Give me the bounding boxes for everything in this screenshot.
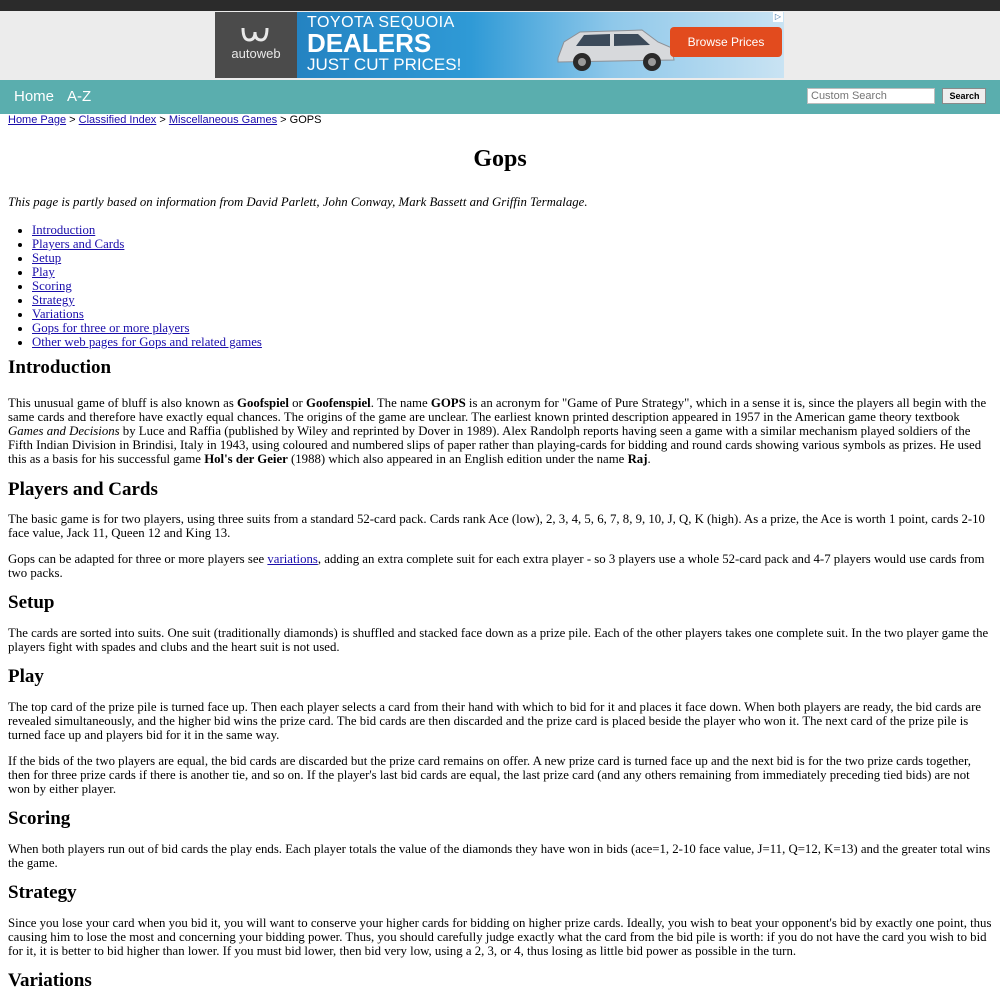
search-box (807, 88, 986, 106)
section-heading-scoring: Scoring (8, 808, 71, 829)
adchoices-icon[interactable]: ▷ (774, 12, 782, 21)
section-heading-play: Play (8, 666, 44, 687)
breadcrumb-current: GOPS (289, 114, 322, 126)
section-heading-introduction: Introduction (8, 357, 112, 378)
breadcrumb-misc-link[interactable]: Miscellaneous Games (168, 114, 278, 126)
breadcrumb (8, 114, 321, 126)
toc-link-setup[interactable]: Setup (32, 251, 62, 265)
players-paragraph-2: Gops can be adapted for three or more players see variations, adding an extra complete suit for each extra player - so 3 players use a whole 52-card pack and 4-7 players would use cards from two packs. (8, 552, 985, 580)
ad-text (307, 14, 461, 74)
play-paragraph-1: The top card of the prize pile is turned face up. Then each player selects a card from their hand with which to bid for it and places it face down. When both players are ready, the bid cards are revealed simultaneously, and the higher bid wins the prize card. The bid cards are then discarded and the prize card is placed beside the player who won it. The next card of the prize pile is turned face up and players bid for it in the same way. (8, 700, 982, 742)
page-title: Gops (473, 146, 527, 172)
play-paragraph-2: If the bids of the two players are equal, the bid cards are discarded but the prize card remains on offer. A new prize card is turned face up and the next bid is for the two prize cards together, then for three prize cards if there is another tie, and so on. If the player's last bid cards are equal, the last prize card (and any others remaining from immediately preceding tied bids) are not won by either player. (8, 754, 971, 796)
suv-image-icon (550, 18, 680, 76)
scoring-paragraph: When both players run out of bid cards the play ends. Each player totals the value of the diamonds they have won in bids (ace=1, 2-10 face value, J=11, Q=12, K=13) and the greater total wins the game. (8, 842, 991, 870)
toc-link-scoring[interactable]: Scoring (32, 279, 72, 293)
ad-brand-label: autoweb (231, 46, 281, 61)
toc-link-strategy[interactable]: Strategy (32, 293, 75, 307)
toc-item (32, 223, 992, 237)
credit-note: This page is partly based on information from David Parlett, John Conway, Mark Bassett and Griffin Termalage. (8, 195, 588, 209)
variations-link[interactable]: variations (267, 552, 318, 566)
table-of-contents (8, 223, 992, 349)
section-heading-setup: Setup (8, 592, 55, 613)
toc-link-play[interactable]: Play (32, 265, 55, 279)
nav-home-link[interactable]: Home (14, 88, 55, 105)
ad-browse-prices-button[interactable]: Browse Prices (670, 27, 782, 57)
toc-link-other-pages[interactable]: Other web pages for Gops and related games (32, 335, 262, 349)
toc-item (32, 293, 992, 307)
ad-line-2: DEALERS (307, 28, 432, 58)
top-strip (0, 0, 1000, 11)
toc-link-introduction[interactable]: Introduction (32, 223, 96, 237)
ad-brand (215, 12, 297, 78)
ad-line-1: TOYOTA SEQUOIA (307, 14, 455, 31)
toc-link-variations[interactable]: Variations (32, 307, 84, 321)
toc-item (32, 265, 992, 279)
search-button[interactable]: Search (942, 88, 986, 104)
breadcrumb-separator: > (159, 114, 166, 126)
setup-paragraph: The cards are sorted into suits. One suit (traditionally diamonds) is shuffled and stacked face down as a prize pile. Each of the other players takes one complete suit. In the two player game the players fight with spades and clubs and the heart suit is not used. (8, 626, 989, 654)
nav-az-link[interactable]: A-Z (67, 88, 92, 105)
search-input[interactable] (807, 88, 935, 104)
breadcrumb-separator: > (69, 114, 76, 126)
autoweb-logo-icon (239, 24, 273, 44)
toc-item (32, 237, 992, 251)
toc-item (32, 307, 992, 321)
section-heading-variations: Variations (8, 970, 92, 991)
ad-line-3: JUST CUT PRICES! (307, 55, 462, 74)
breadcrumb-separator: > (280, 114, 287, 126)
ad-zone (0, 11, 1000, 80)
toc-link-three-or-more[interactable]: Gops for three or more players (32, 321, 190, 335)
strategy-paragraph: Since you lose your card when you bid it, you will want to conserve your higher cards for bidding on higher prize cards. Ideally, you wish to beat your opponent's bid by exactly one point, thus causing him to lose the most and concerning your bidding power. Thus, you should carefully judge exactly what the card from the bid pile is worth: if you do not have the card you wish to bid for it, it is better to bid higher than lower. If you must bid lower, then bid very low, using a 2, 3, or 4, thus losing as little bid power as possible in the turn. (8, 916, 992, 958)
ad-banner[interactable] (215, 12, 784, 78)
toc-item (32, 279, 992, 293)
section-heading-strategy: Strategy (8, 882, 77, 903)
toc-item (32, 335, 992, 349)
main-content (8, 140, 992, 992)
introduction-paragraph: This unusual game of bluff is also known as Goofspiel or Goofenspiel. The name GOPS is an acronym for "Game of Pure Strategy", which in a sense it is, since the players all begin with the same cards and therefore have exactly equal chances. The origins of the game are unclear. The earliest known printed description appeared in 1957 in the American game theory textbook Games and Decisions by Luce and Raffia (published by Wiley and reprinted by Dover in 1989). Alex Randolph reports having seen a game with a similar mechanism played soldiers of the Fifth Indian Division in Brindisi, Italy in 1943, using coloured and numbered slips of paper rather than playing-cards for bidding and round cards showing various symbols as prizes. He used this as a basis for his successful game Hol's der Geier (1988) which also appeared in an English edition under the name Raj. (8, 396, 987, 466)
toc-item (32, 251, 992, 265)
toc-link-players[interactable]: Players and Cards (32, 237, 125, 251)
breadcrumb-home-link[interactable]: Home Page (8, 114, 67, 126)
section-heading-players: Players and Cards (8, 479, 158, 500)
breadcrumb-classified-link[interactable]: Classified Index (78, 114, 157, 126)
players-paragraph-1: The basic game is for two players, using three suits from a standard 52-card pack. Cards rank Ace (low), 2, 3, 4, 5, 6, 7, 8, 9, 10, J, Q, K (high). As a prize, the Ace is worth 1 point, cards 2-10 face value, Jack 11, Queen 12 and King 13. (8, 512, 985, 540)
toc-item (32, 321, 992, 335)
nav-bar (0, 80, 1000, 114)
